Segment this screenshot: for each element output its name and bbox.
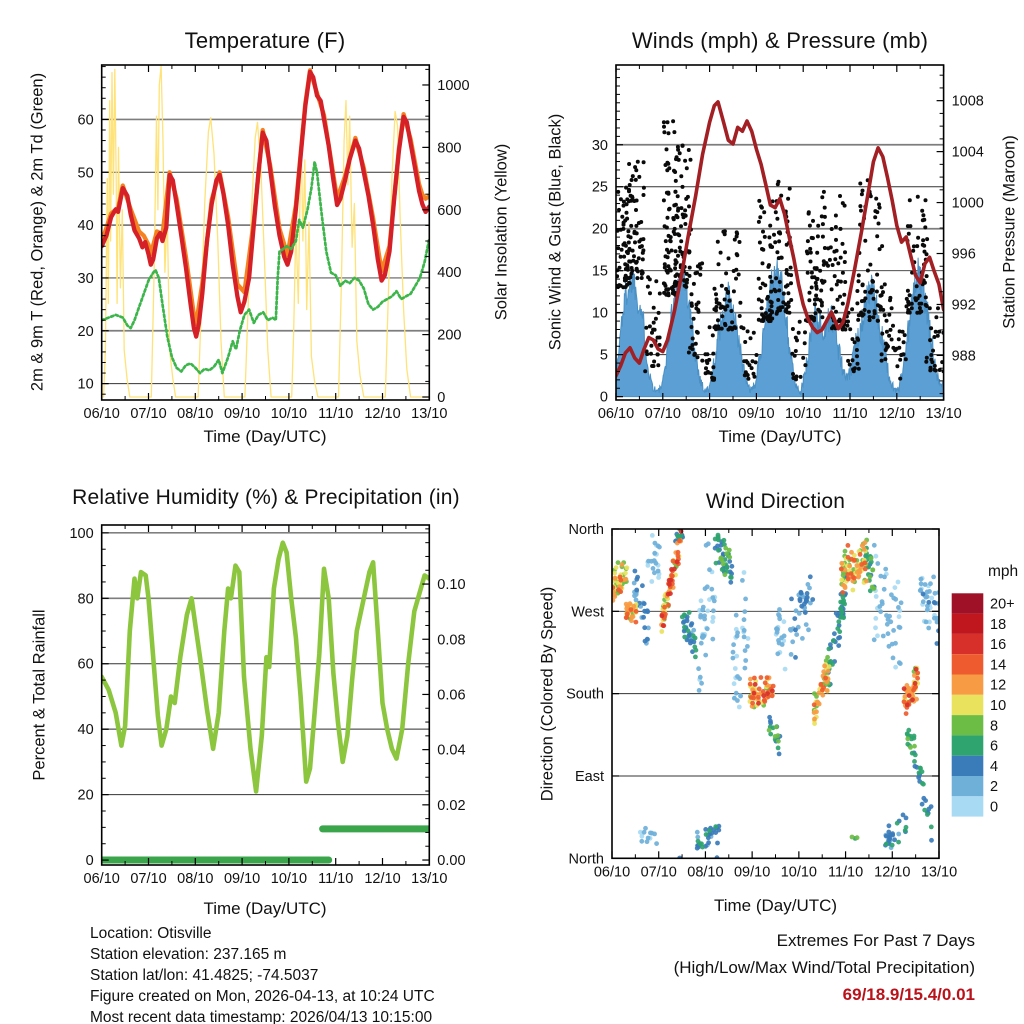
footer-elevation: Station elevation: 237.165 m [90, 946, 287, 963]
tick-label: 1004 [951, 144, 984, 161]
extremes-title: Extremes For Past 7 Days [776, 931, 975, 950]
panel-wind_direction [566, 522, 957, 880]
tick-label: 60 [77, 112, 94, 129]
tick-label: 13/10 [925, 406, 962, 422]
tick-label: 80 [77, 591, 94, 608]
solar-right-axis-label: Solar Insolation (Yellow) [492, 143, 511, 321]
winds-panel-title: Winds (mph) & Pressure (mb) [631, 28, 929, 53]
tick-label: 10/10 [270, 871, 308, 887]
speed-colorbar [952, 593, 1015, 816]
tick-label: 992 [951, 297, 976, 314]
tick-label: 988 [951, 348, 976, 365]
tick-label: 1000 [951, 195, 984, 212]
tick-label: North [568, 851, 604, 868]
tick-label: 40 [77, 722, 94, 739]
tick-label: 400 [437, 265, 462, 282]
series-relative_humidity [102, 543, 430, 792]
series-solar_insolation [104, 66, 430, 397]
tick-label: 200 [437, 327, 462, 344]
tick-label: 11/10 [318, 871, 354, 887]
tick-label: 07/10 [130, 406, 167, 422]
footer-latlon: Station lat/lon: 41.4825; -74.5037 [90, 967, 319, 984]
tick-label: 07/10 [640, 864, 677, 881]
humidity-left-axis-label: Percent & Total Rainfall [30, 609, 49, 781]
tick-label: 0.08 [437, 632, 466, 649]
tick-label: 10/10 [785, 406, 822, 422]
panel-humidity_precip [69, 525, 465, 887]
tick-label: 14 [990, 657, 1007, 674]
tick-label: 10 [990, 697, 1007, 714]
tick-label: 0.06 [437, 687, 466, 704]
tick-label: 1000 [437, 77, 470, 94]
temperature-xaxis-label: Time (Day/UTC) [203, 427, 327, 446]
tick-label: 08/10 [177, 406, 214, 422]
tick-label: 100 [69, 525, 94, 542]
pressure-right-axis-label: Station Pressure (Maroon) [1000, 135, 1019, 329]
tick-label: 800 [437, 140, 462, 157]
tick-label: 0 [990, 799, 999, 816]
tick-label: 30 [77, 270, 94, 287]
tick-label: 600 [437, 202, 462, 219]
footer-created: Figure created on Mon, 2026-04-13, at 10:24 UTC [90, 988, 435, 1005]
extremes-values: 69/18.9/15.4/0.01 [842, 985, 975, 1004]
winds-xaxis-label: Time (Day/UTC) [718, 427, 842, 446]
tick-label: 11/10 [827, 864, 864, 881]
tick-label: 16 [990, 637, 1007, 654]
tick-label: 0.10 [437, 577, 466, 594]
tick-label: 10 [77, 376, 94, 393]
tick-label: 06/10 [83, 871, 120, 887]
tick-label: 2 [990, 779, 999, 796]
tick-label: 0.00 [437, 853, 466, 870]
tick-label: 08/10 [687, 864, 724, 881]
tick-label: 40 [77, 218, 94, 235]
footer-location: Location: Otisville [90, 925, 212, 942]
tick-label: 6 [990, 738, 999, 755]
tick-label: 0 [85, 853, 94, 870]
humidity-xaxis-label: Time (Day/UTC) [203, 899, 327, 918]
humidity-panel-title: Relative Humidity (%) & Precipitation (in) [72, 486, 460, 509]
tick-label: 13/10 [920, 864, 958, 881]
tick-label: 13/10 [411, 871, 448, 887]
tick-label: 07/10 [644, 406, 681, 422]
tick-label: 0.02 [437, 797, 466, 814]
tick-label: 09/10 [223, 871, 261, 887]
tick-label: North [568, 522, 604, 538]
tick-label: 0 [599, 389, 608, 406]
tick-label: 09/10 [738, 406, 775, 422]
wind-left-axis-label: Sonic Wind & Gust (Blue, Black) [546, 113, 565, 351]
tick-label: 12/10 [878, 406, 915, 422]
tick-label: 20 [77, 323, 94, 340]
tick-label: 10/10 [780, 864, 818, 881]
tick-label: 20 [77, 787, 94, 804]
tick-label: 15 [591, 263, 608, 280]
tick-label: 20 [591, 221, 608, 238]
tick-label: 4 [990, 758, 999, 775]
tick-label: 13/10 [411, 406, 448, 422]
tick-label: 25 [591, 179, 608, 196]
tick-label: 09/10 [223, 406, 261, 422]
tick-label: 1008 [951, 93, 984, 110]
tick-label: West [571, 604, 604, 621]
tick-label: 11/10 [832, 406, 868, 422]
footer-timestamp: Most recent data timestamp: 2026/04/13 10:15:00 [90, 1009, 433, 1024]
tick-label: 06/10 [83, 406, 120, 422]
tick-label: 08/10 [691, 406, 728, 422]
tick-label: 09/10 [733, 864, 771, 881]
tick-label: 12/10 [364, 871, 401, 887]
tick-label: 08/10 [177, 871, 214, 887]
tick-label: 07/10 [130, 871, 167, 887]
tick-label: 0 [437, 390, 446, 407]
tick-label: South [566, 686, 604, 703]
tick-label: 20+ [990, 596, 1015, 613]
tick-label: 996 [951, 246, 976, 263]
tick-label: 50 [77, 165, 94, 182]
tick-label: 8 [990, 718, 999, 735]
tick-label: 10 [591, 305, 608, 322]
direction-xaxis-label: Time (Day/UTC) [713, 896, 838, 915]
temperature-left-axis-label: 2m & 9m T (Red, Orange) & 2m Td (Green) [28, 72, 47, 392]
panel-temperature [78, 65, 470, 422]
tick-label: 06/10 [597, 406, 635, 422]
extremes-subtitle: (High/Low/Max Wind/Total Precipitation) [673, 958, 975, 977]
tick-label: East [574, 768, 604, 785]
tick-label: 60 [77, 656, 94, 673]
tick-label: 06/10 [593, 864, 631, 881]
tick-label: 12/10 [364, 406, 401, 422]
tick-label: 11/10 [318, 406, 354, 422]
direction-left-axis-label: Direction (Colored By Speed) [538, 586, 557, 802]
tick-label: 18 [990, 616, 1007, 633]
tick-label: 30 [591, 137, 608, 154]
panel-winds_pressure [592, 65, 984, 422]
wind-direction-panel-title: Wind Direction [705, 490, 846, 513]
tick-label: 10/10 [270, 406, 308, 422]
tick-label: 0.04 [437, 742, 466, 759]
colorbar-title: mph [988, 563, 1019, 580]
tick-label: 5 [599, 347, 608, 364]
tick-label: 12/10 [874, 864, 911, 881]
tick-label: 12 [990, 677, 1007, 694]
temperature-panel-title: Temperature (F) [184, 28, 346, 53]
